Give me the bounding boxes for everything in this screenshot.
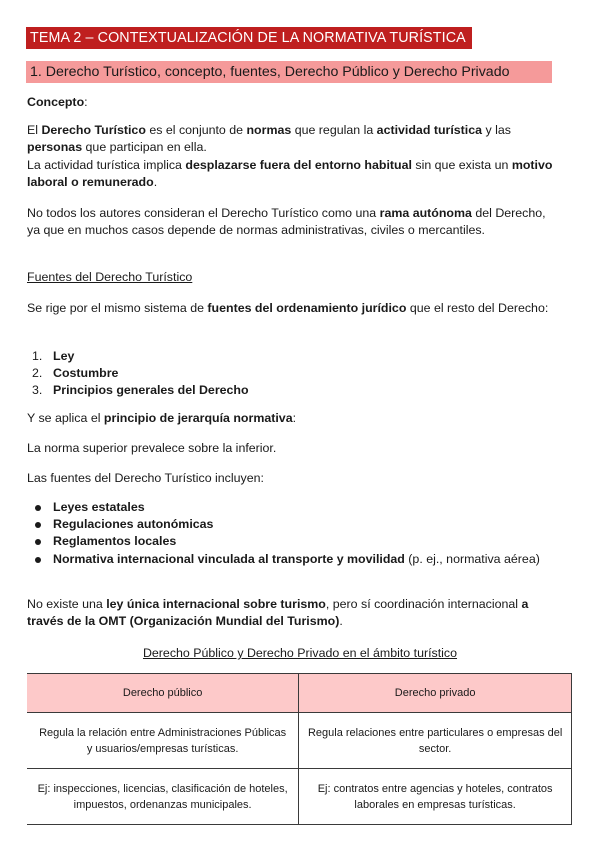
- document-title: TEMA 2 – CONTEXTUALIZACIÓN DE LA NORMATIVA TURÍSTICA: [26, 27, 472, 49]
- list-item: Leyes estatales: [27, 499, 557, 516]
- autonomia-paragraph: No todos los autores consideran el Derecho Turístico como una rama autónoma del Derecho, ya que en muchos casos depende de normas administrativas, civiles o mercantiles.: [27, 206, 546, 238]
- list-item: Reglamentos locales: [27, 533, 557, 550]
- table-cell: Regula la relación entre Administraciones Públicas y usuarios/empresas turísticas.: [27, 713, 299, 769]
- table-header-publico: Derecho público: [27, 674, 299, 713]
- fuentes-list: [27, 348, 557, 400]
- fuentes-heading: Fuentes del Derecho Turístico: [27, 270, 193, 284]
- omt-paragraph: No existe una ley única internacional sobre turismo, pero sí coordinación internacional a través de la OMT (Organización Mundial del Turismo).: [27, 597, 529, 629]
- concepto-paragraph-2: La actividad turística implica: [27, 157, 186, 172]
- list-item: 2. Costumbre: [32, 366, 119, 381]
- table-cell: Regula relaciones entre particulares o empresas del sector.: [299, 713, 572, 769]
- concepto-heading: Concepto: [27, 95, 85, 109]
- bullet-icon: [35, 505, 41, 511]
- table-row: [27, 713, 572, 769]
- table-header-row: [27, 674, 572, 713]
- list-item: 3. Principios generales del Derecho: [32, 383, 249, 398]
- table-header-privado: Derecho privado: [299, 674, 572, 713]
- incluyen-paragraph: Las fuentes del Derecho Turístico incluyen:: [27, 471, 264, 485]
- bullet-icon: [35, 539, 41, 545]
- comparison-table: [27, 673, 572, 825]
- superior-paragraph: La norma superior prevalece sobre la inferior.: [27, 441, 277, 455]
- table-cell: Ej: contratos entre agencias y hoteles, contratos laborales en empresas turísticas.: [299, 769, 572, 825]
- incluyen-list: [27, 499, 557, 568]
- list-item: 1. Ley: [32, 349, 75, 363]
- concepto-paragraph-1: El Derecho Turístico es el conjunto de normas que regulan la actividad turística y las personas que participan en ella. La actividad turística implica desplazarse fuera del entorno habitual sin que exista un motivo laboral o remunerado.: [27, 123, 553, 190]
- bullet-icon: [35, 522, 41, 528]
- bullet-icon: [35, 557, 41, 563]
- list-item: Normativa internacional vinculada al transporte y movilidad (p. ej., normativa aérea): [27, 551, 557, 568]
- list-item: Regulaciones autonómicas: [27, 516, 557, 533]
- table-row: [27, 769, 572, 825]
- jerarquia-paragraph: Y se aplica el principio de jerarquía normativa:: [27, 411, 297, 425]
- fuentes-paragraph: Se rige por el mismo sistema de fuentes del ordenamiento jurídico que el resto del Derecho:: [27, 301, 549, 315]
- table-cell: Ej: inspecciones, licencias, clasificación de hoteles, impuestos, ordenanzas municipales.: [27, 769, 299, 825]
- table-caption: Derecho Público y Derecho Privado en el ámbito turístico: [142, 646, 458, 660]
- section-heading: 1. Derecho Turístico, concepto, fuentes, Derecho Público y Derecho Privado: [26, 61, 552, 83]
- concepto-heading-line: Concepto:: [27, 95, 88, 109]
